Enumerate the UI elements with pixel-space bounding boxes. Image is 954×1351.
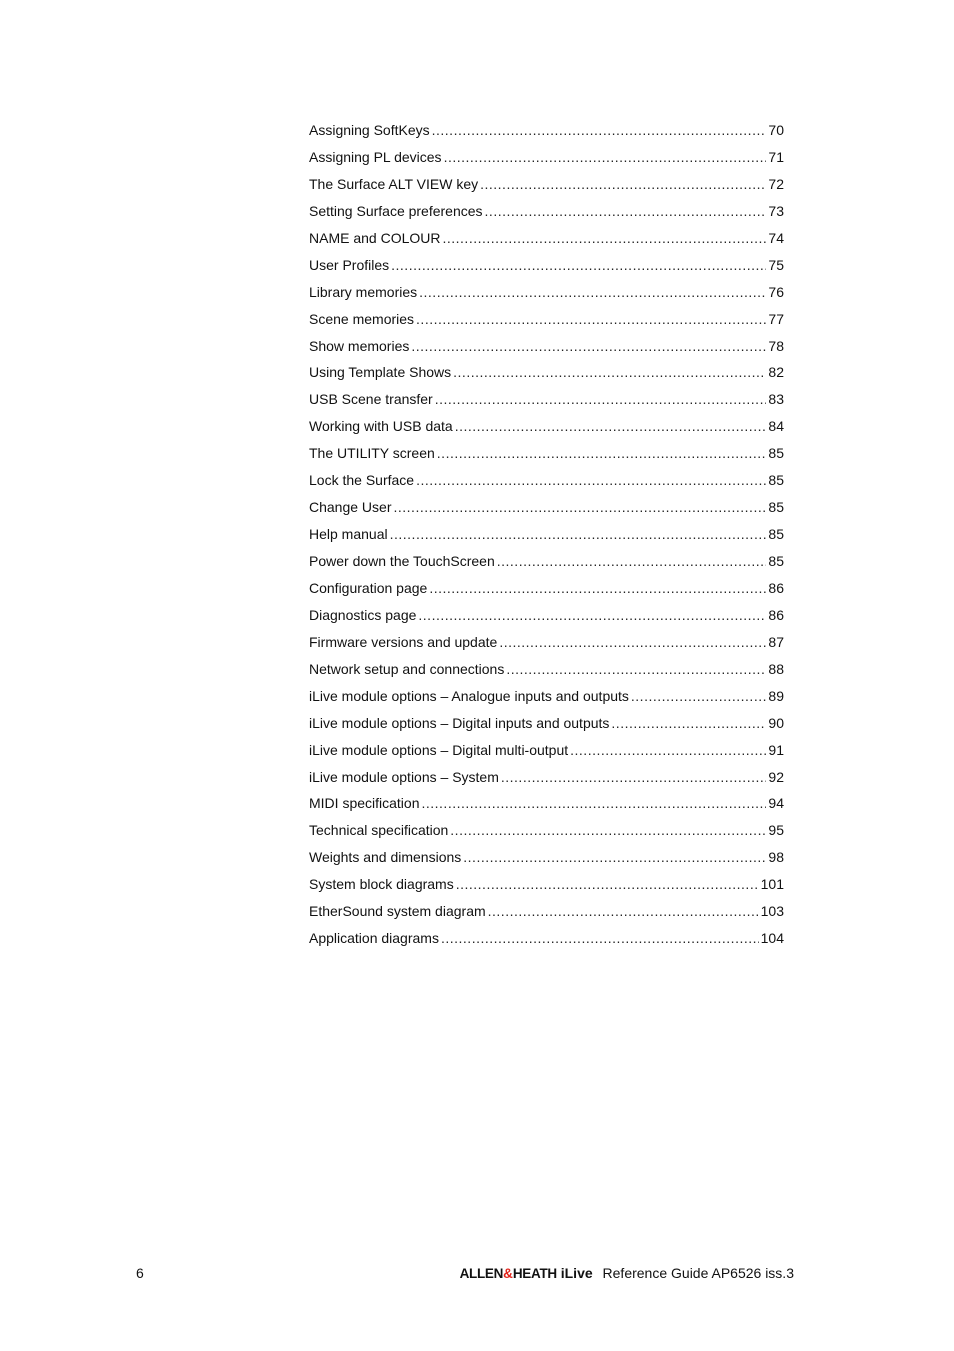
toc-entry-title: Lock the Surface (309, 472, 415, 489)
toc-entry[interactable] (309, 767, 784, 794)
toc-entry-title: EtherSound system diagram (309, 903, 486, 920)
toc-entry-page: 91 (768, 741, 784, 758)
toc-entry[interactable] (309, 497, 784, 524)
toc-entry-page: 87 (768, 633, 784, 650)
toc-entry-title: Power down the TouchScreen (309, 553, 495, 569)
toc-entry[interactable] (309, 928, 784, 955)
toc-entry[interactable] (309, 524, 784, 551)
toc-entry[interactable] (309, 443, 784, 470)
toc-entry-page: 95 (768, 822, 784, 839)
toc-leader-dots (441, 928, 759, 948)
toc-leader-dots (429, 578, 766, 598)
toc-leader-dots (444, 147, 767, 167)
toc-entry[interactable] (309, 362, 784, 389)
toc-entry[interactable] (309, 632, 784, 659)
toc-entry-page: 85 (768, 472, 784, 489)
toc-leader-dots (485, 201, 767, 221)
toc-leader-dots (456, 874, 759, 894)
toc-entry[interactable] (309, 551, 784, 578)
toc-entry-page: 77 (768, 310, 784, 327)
toc-entry-page: 85 (768, 499, 784, 516)
document-title: Reference Guide AP6526 iss.3 (602, 1265, 794, 1281)
toc-leader-dots (450, 820, 766, 840)
toc-entry[interactable] (309, 686, 784, 713)
toc-entry[interactable] (309, 740, 784, 767)
toc-leader-dots (432, 120, 767, 140)
toc-entry[interactable] (309, 336, 784, 363)
toc-entry-page: 70 (768, 122, 784, 138)
toc-leader-dots (463, 847, 766, 867)
toc-entry-title: Network setup and connections (309, 660, 505, 677)
toc-entry-title: iLive module options – Analogue inputs and outputs (309, 687, 629, 704)
toc-entry-title: Working with USB data (309, 418, 453, 435)
toc-leader-dots (421, 793, 766, 813)
toc-entry-page: 98 (768, 849, 784, 866)
page-number: 6 (136, 1265, 144, 1281)
toc-entry-page: 78 (768, 337, 784, 354)
toc-entry[interactable] (309, 282, 784, 309)
toc-entry-page: 85 (768, 445, 784, 462)
toc-entry-title: Technical specification (309, 822, 449, 839)
toc-entry-page: 90 (768, 714, 784, 731)
toc-leader-dots (418, 605, 766, 625)
toc-entry-title: User Profiles (309, 256, 390, 273)
toc-entry[interactable] (309, 820, 784, 847)
product-name: iLive (560, 1265, 593, 1281)
toc-entry-page: 73 (768, 202, 784, 219)
toc-entry-page: 75 (768, 256, 784, 273)
toc-entry-page: 86 (768, 606, 784, 623)
toc-entry[interactable] (309, 470, 784, 497)
toc-entry[interactable] (309, 416, 784, 443)
toc-entry-title: Using Template Shows (309, 364, 452, 381)
toc-entry-title: System block diagrams (309, 876, 454, 893)
toc-entry[interactable] (309, 578, 784, 605)
toc-leader-dots (455, 416, 767, 436)
toc-entry-title: Show memories (309, 337, 410, 354)
toc-entry[interactable] (309, 147, 784, 174)
toc-leader-dots (570, 740, 766, 760)
toc-leader-dots (416, 309, 766, 329)
toc-leader-dots (419, 282, 766, 302)
toc-entry-page: 86 (768, 579, 784, 596)
brand-logo-allen: ALLEN (459, 1266, 504, 1281)
toc-leader-dots (453, 362, 766, 382)
toc-entry-page: 101 (760, 876, 784, 893)
toc-entry[interactable] (309, 309, 784, 336)
toc-entry-title: Configuration page (309, 579, 428, 596)
toc-entry-page: 92 (768, 768, 784, 785)
toc-entry-title: Change User (309, 499, 392, 516)
toc-leader-dots (480, 174, 766, 194)
toc-entry-page: 83 (768, 391, 784, 408)
toc-entry-title: iLive module options – Digital multi-output (309, 741, 569, 758)
toc-leader-dots (435, 389, 767, 409)
toc-entry-title: Library memories (309, 283, 418, 300)
toc-entry-title: Diagnostics page (309, 606, 417, 623)
toc-entry-page: 76 (768, 283, 784, 300)
toc-entry-title: Scene memories (309, 310, 415, 327)
toc-entry-page: 82 (768, 364, 784, 381)
toc-entry[interactable] (309, 847, 784, 874)
toc-entry-title: Assigning SoftKeys (309, 122, 430, 138)
toc-entry-page: 94 (768, 795, 784, 812)
toc-entry[interactable] (309, 793, 784, 820)
toc-entry-title: MIDI specification (309, 795, 420, 812)
toc-leader-dots (411, 336, 766, 356)
toc-entry[interactable] (309, 201, 784, 228)
toc-entry-page: 88 (768, 660, 784, 677)
toc-entry-title: Weights and dimensions (309, 849, 462, 866)
toc-leader-dots (442, 228, 766, 248)
toc-entry-title: Setting Surface preferences (309, 202, 483, 219)
toc-entry[interactable] (309, 255, 784, 282)
toc-entry-title: iLive module options – System (309, 768, 499, 785)
toc-leader-dots (488, 901, 759, 921)
toc-leader-dots (391, 255, 766, 275)
toc-entry[interactable] (309, 659, 784, 686)
footer (460, 1265, 794, 1281)
toc-entry-title: The UTILITY screen (309, 445, 435, 462)
toc-entry[interactable] (309, 901, 784, 928)
toc-leader-dots (501, 767, 767, 787)
toc-leader-dots (437, 443, 767, 463)
toc-leader-dots (394, 497, 767, 517)
toc-leader-dots (611, 713, 766, 733)
toc-entry-title: Assigning PL devices (309, 148, 442, 165)
toc-leader-dots (390, 524, 767, 544)
toc-leader-dots (497, 551, 767, 571)
toc-entry[interactable] (309, 713, 784, 740)
table-of-contents (309, 120, 784, 955)
toc-leader-dots (499, 632, 766, 652)
toc-entry-page: 85 (768, 553, 784, 569)
brand-logo-heath: HEATH (512, 1266, 557, 1281)
toc-entry[interactable] (309, 874, 784, 901)
toc-entry-page: 85 (768, 526, 784, 543)
toc-entry-page: 104 (760, 930, 784, 947)
toc-entry[interactable] (309, 228, 784, 255)
toc-entry-page: 89 (768, 687, 784, 704)
toc-entry[interactable] (309, 174, 784, 201)
toc-entry-title: The Surface ALT VIEW key (309, 175, 479, 192)
toc-leader-dots (631, 686, 767, 706)
toc-entry-title: USB Scene transfer (309, 391, 433, 408)
toc-entry[interactable] (309, 120, 784, 147)
toc-entry[interactable] (309, 389, 784, 416)
brand-logo-ampersand: & (503, 1266, 513, 1281)
toc-entry[interactable] (309, 605, 784, 632)
toc-entry-page: 74 (768, 229, 784, 246)
toc-leader-dots (506, 659, 766, 679)
toc-entry-title: Help manual (309, 526, 388, 543)
toc-entry-page: 71 (768, 148, 784, 165)
toc-entry-title: NAME and COLOUR (309, 229, 441, 246)
toc-entry-title: iLive module options – Digital inputs and outputs (309, 714, 610, 731)
toc-entry-page: 84 (768, 418, 784, 435)
toc-entry-page: 103 (760, 903, 784, 920)
toc-entry-title: Firmware versions and update (309, 633, 498, 650)
toc-entry-page: 72 (768, 175, 784, 192)
toc-leader-dots (416, 470, 766, 490)
toc-entry-title: Application diagrams (309, 930, 439, 947)
